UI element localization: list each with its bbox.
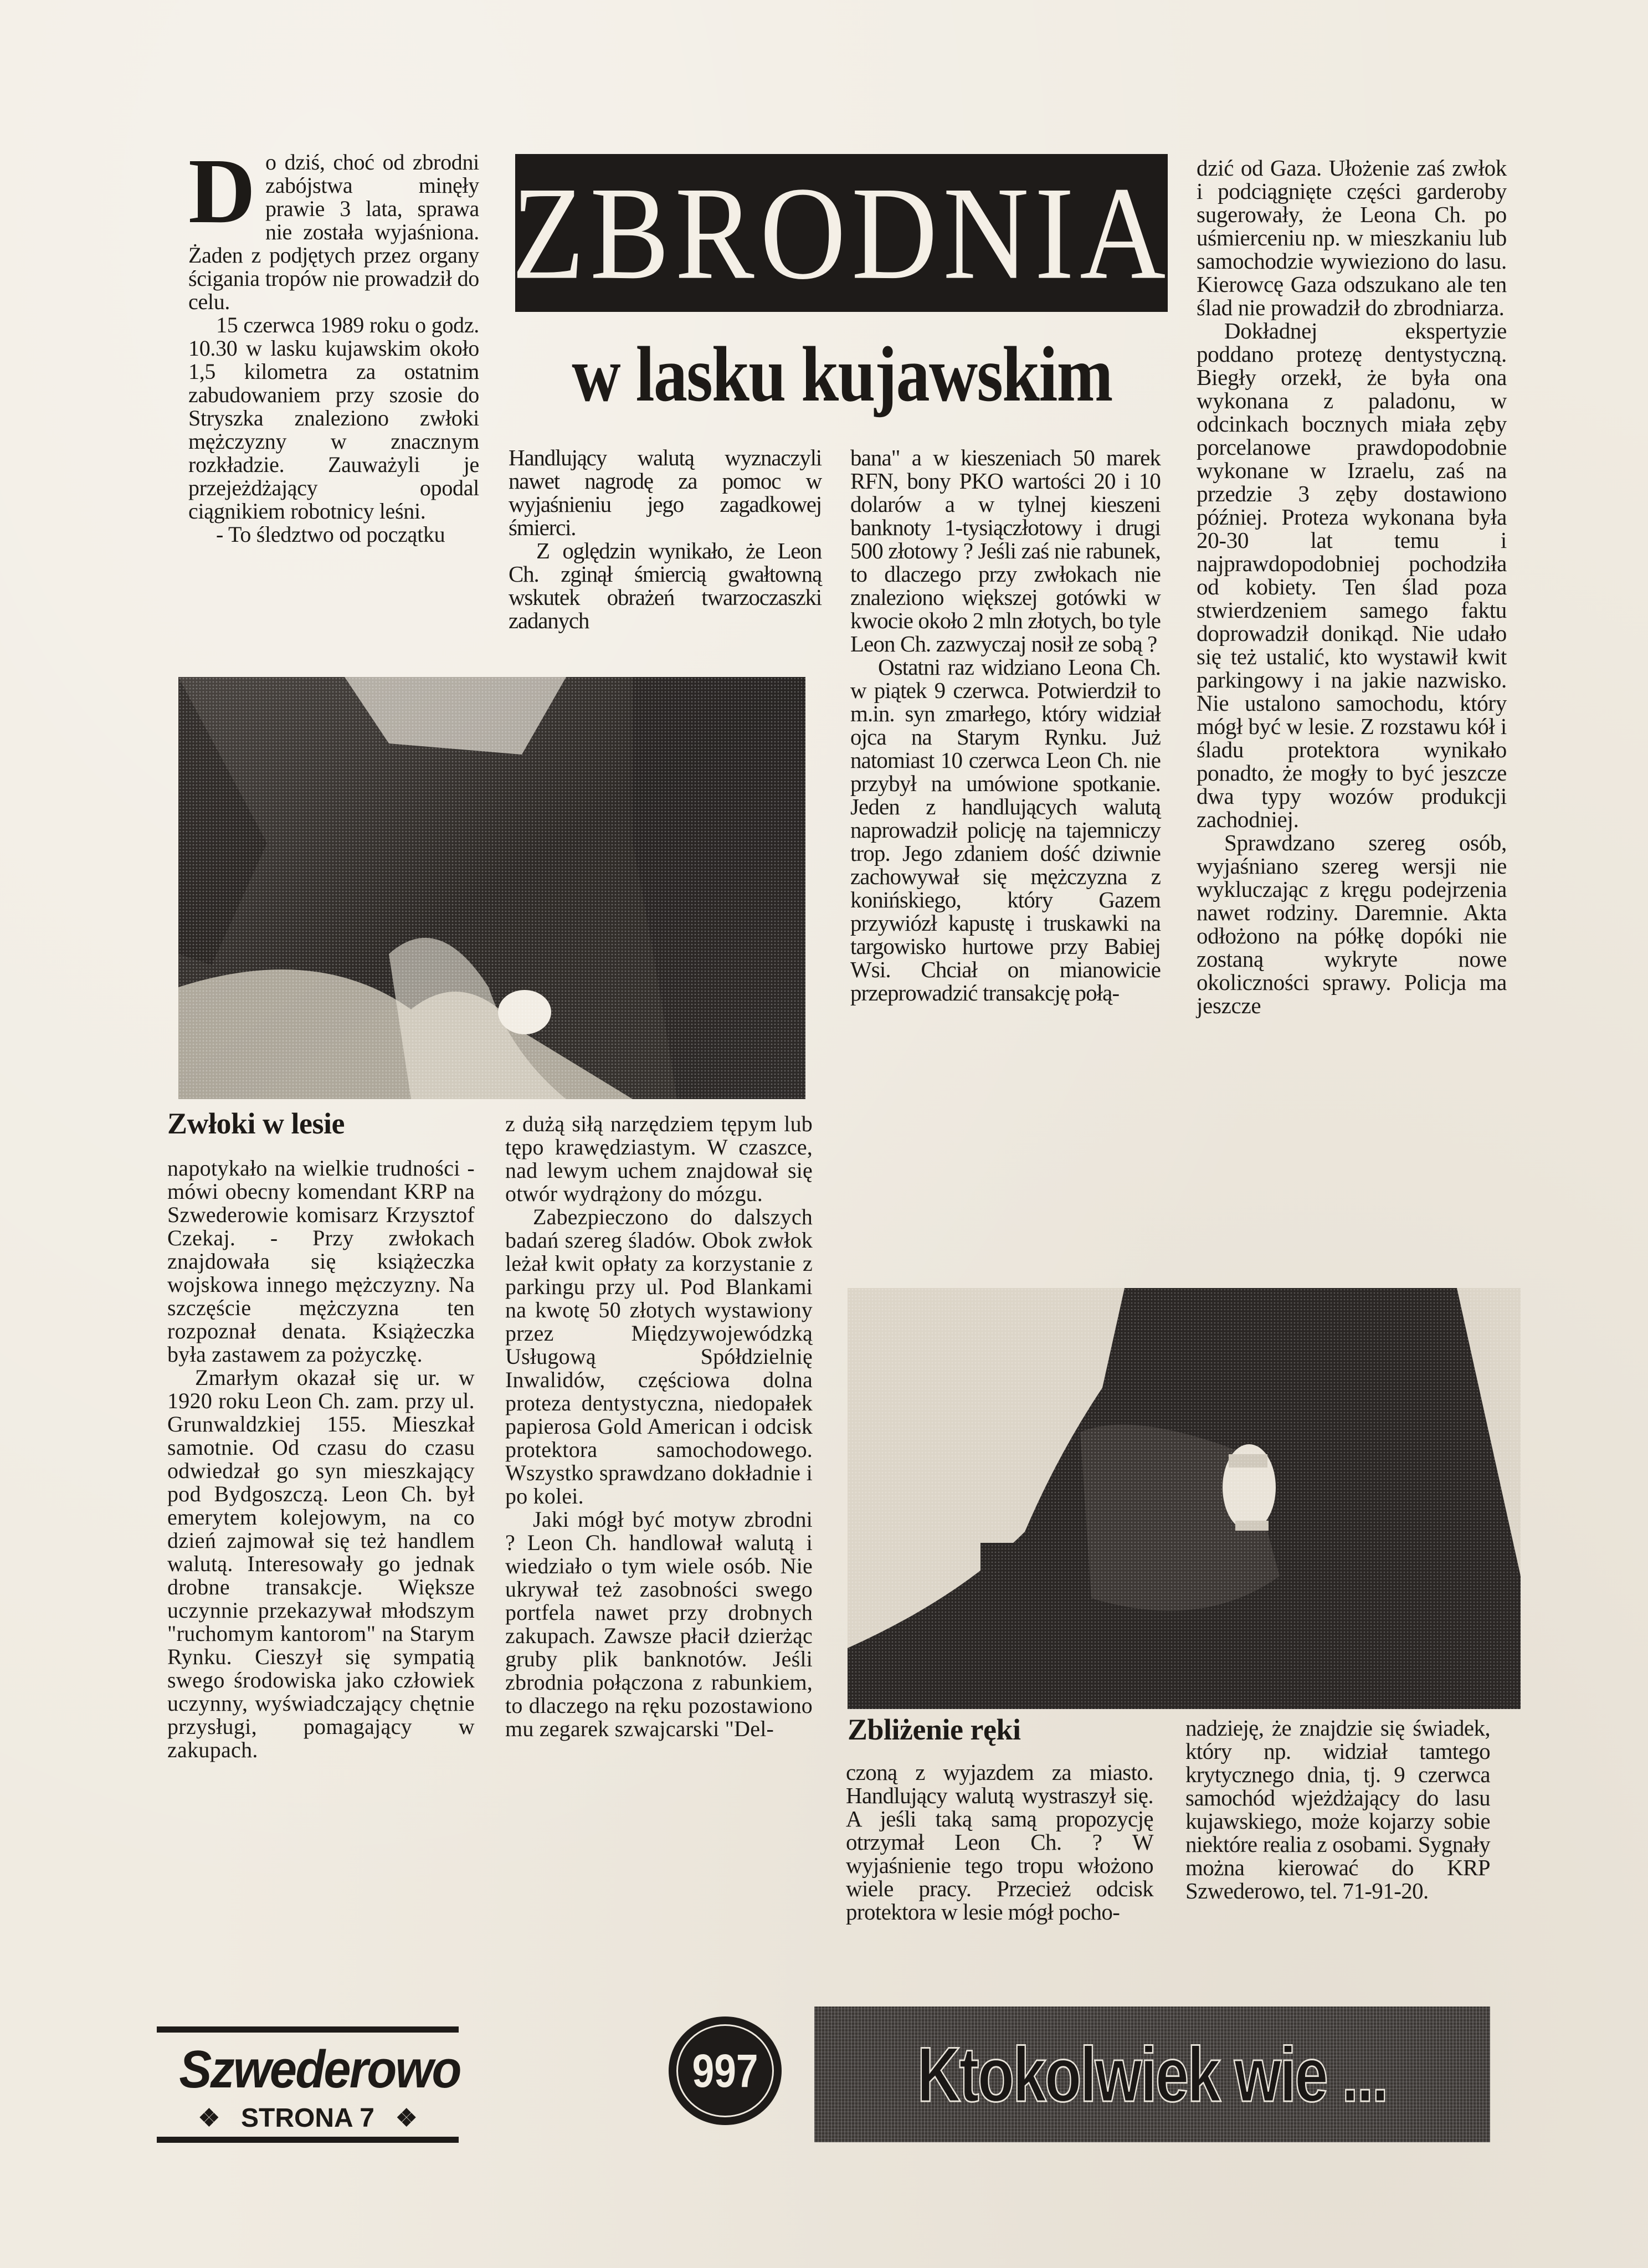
forest-photo (178, 677, 805, 1099)
masthead-top-rule (157, 2026, 459, 2033)
ktokolwiek-wie-banner (814, 2007, 1490, 2142)
paragraph: napotykało na wielkie trudności - mówi obecny komendant KRP na Szwederowie komisarz Krzysztof Czekaj. - Przy zwłokach znajdowała się książeczka wojskowa innego mężczyzny. Na szczęście mężczyzna ten rozpoznał denata. Książeczka była zastawem za pożyczkę. (167, 1156, 475, 1367)
article-column-3-bottom (846, 1761, 1153, 1923)
paragraph: dzić od Gaza. Ułożenie zaś zwłok i podciągnięte części garderoby sugerowały, że Leona Ch. po uśmierceniu np. w mieszkaniu lub samochodzie wywieziono do lasu. Kierowcę Gaza odszukano ale ten ślad nie prowadził do zbrodniarza. (1197, 155, 1507, 320)
headline-box (511, 154, 1172, 312)
article-column-2-top (509, 446, 822, 632)
forest-photo-icon (178, 677, 805, 1099)
diamond-ornament-icon: ❖ (395, 2105, 418, 2132)
paragraph: - To śledztwo od początku (216, 522, 445, 547)
badge-number: 997 (692, 2044, 758, 2097)
paragraph: Z oględzin wynikało, że Leon Ch. zginął śmiercią gwałtowną wskutek obrażeń twarzoczaszki zadanych (509, 538, 822, 633)
szwederowo-logo: Szwederowo (179, 2040, 460, 2099)
headline-subtitle: w lasku kujawskim (572, 330, 1112, 418)
hand-watch-photo (848, 1288, 1521, 1709)
headline-main: ZBRODNIA (511, 158, 1172, 307)
article-column-1-bottom (167, 1157, 475, 1762)
paragraph: Zabezpieczono do dalszych badań szereg śladów. Obok zwłok leżał kwit opłaty za korzystanie z parkingu przy ul. Pod Blankami na kwotę 50 złotych wystawiony przez Międzywojewódzką Usługową Spółdzielnię Inwalidów, częściowa dolna proteza dentystyczna, niedopałek papierosa Gold American i odcisk protektora samochodowego. Wszystko sprawdzano dokładnie i po kolei. (505, 1204, 813, 1508)
page-number-label: STRONA 7 (241, 2103, 374, 2133)
paragraph: z dużą siłą narzędziem tępym lub tępo krawędziastym. W czaszce, nad lewym uchem znajdował się otwór wydrążony do mózgu. (505, 1111, 813, 1206)
article-column-4-top (1197, 156, 1507, 1017)
paragraph: Handlujący walutą wyznaczyli nawet nagrodę za pomoc w wyjaśnieniu jego zagadkowej śmierci. (509, 445, 822, 540)
paragraph: Zmarłym okazał się ur. w 1920 roku Leon Ch. zam. przy ul. Grunwaldzkiej 155. Mieszkał samotnie. Od czasu do czasu odwiedzał go syn mieszkający pod Bydgoszczą. Leon Ch. był emerytem kolejowym, na co dzień zajmował się też handlem walutą. Interesowały go jednak drobne transakcje. Większe uczynnie przekazywał młodszym "ruchomym kantorom" na Starym Rynku. Cieszył się sympatią swego środowiska jako człowiek uczynny, wyświadczający chętnie przysługi, pomagający w zakupach. (167, 1365, 475, 1762)
diamond-ornament-icon: ❖ (198, 2105, 220, 2132)
section-masthead (157, 2026, 459, 2143)
paragraph: 15 czerwca 1989 roku o godz. 10.30 w lasku kujawskim około 1,5 kilometra za ostatnim zabudowaniem przy szosie do Stryszka znaleziono zwłoki mężczyzny w znacznym rozkładzie. Zauważyli je przejeżdżający opodal ciągnikiem robotnicy leśni. (188, 312, 479, 524)
paragraph: Dokładnej ekspertyzie poddano protezę dentystyczną. Biegły orzekł, że była ona wykonana z paladonu, w odcinkach bocznych miała zęby porcelanowe prawdopodobnie wykonane w Izraelu, zaś na przedzie 3 zęby dostawiono później. Proteza wykonana była 20-30 lat temu i najprawdopodobniej pochodziła od kobiety. Ten ślad poza stwierdzeniem samego faktu doprowadził donikąd. Nie udało się też ustalić, kto wystawił kwit parkingowy i na jakie nazwisko. Nie ustalono samochodu, który mógł być w lesie. Z rozstawu kół i śladu protektora wynikało ponadto, że mogły to być jeszcze dwa typy wozów produkcji zachodniej. (1197, 318, 1507, 832)
paragraph: o dziś, choć od zbrodni zabójstwa minęły prawie 3 lata, sprawa nie została wyjaśniona. Żaden z podjętych przez organy ścigania tropów nie prowadził do celu. (188, 150, 479, 314)
paragraph: Jaki mógł być motyw zbrodni ? Leon Ch. handlował walutą i wiedziało o tym wiele osób. Nie ukrywał też zasobności swego portfela nawet przy drobnych zakupach. Zawsze płacił dzierżąc gruby plik banknotów. Jeśli zbrodnia połączona z rabunkiem, to dlaczego na ręku pozostawiono mu zegarek szwajcarski "Del- (505, 1507, 813, 1741)
article-column-2-bottom (505, 1112, 813, 1741)
paragraph: nadzieję, że znajdzie się świadek, który np. widział tamtego krytycznego dnia, tj. 9 czerwca samochód wjeżdżający do lasu kujawskiego, może kojarzy sobie niektóre realia z osobami. Sygnały można kierować do KRP Szwederowo, tel. 71-91-20. (1185, 1715, 1490, 1903)
paragraph: bana" a w kieszeniach 50 marek RFN, bony PKO wartości 20 i 10 dolarów a w tylnej kieszeni banknoty 1-tysiączłotowy i drugi 500 złotowy ? Jeśli zaś nie rabunek, to dlaczego przy zwłokach nie znaleziono większej gotówki w kwocie około 2 mln złotych, bo tyle Leon Ch. zazwyczaj nosił ze sobą ? (850, 445, 1161, 656)
article-column-1-top (188, 140, 479, 547)
article-column-4-bottom (1185, 1716, 1490, 1902)
paragraph: Sprawdzano szereg osób, wyjaśniano szereg wersji nie wykluczając z kręgu podejrzenia nawet rodziny. Daremnie. Akta odłożono na półkę dopóki nie zostaną wykryte nowe okoliczności sprawy. Policja ma jeszcze (1197, 830, 1507, 1018)
photo-caption-heading: Zwłoki w lesie (167, 1107, 345, 1140)
banner-text: Ktokolwiek wie ... (917, 2030, 1387, 2118)
drop-cap: D (188, 140, 256, 243)
article-column-3-top (850, 446, 1161, 1004)
page-number-line (157, 2103, 459, 2133)
paragraph: czoną z wyjazdem za miasto. Handlujący walutą wystraszył się. A jeśli taką samą propozycję otrzymał Leon Ch. ? W wyjaśnienie tego tropu włożono wiele pracy. Przecież odcisk protektora w lesie mógł pocho- (846, 1759, 1153, 1925)
paragraph: Ostatni raz widziano Leona Ch. w piątek 9 czerwca. Potwierdził to m.in. syn zmarłego, który widział ojca na Starym Rynku. Już natomiast 10 czerwca Leon Ch. nie przybył na umówione spotkanie. Jeden z handlujących walutą naprowadził policję na tajemniczy trop. Jego zdaniem dość dziwnie zachowywał się mężczyzna z konińskiego, który Gazem przywiózł kapustę i truskawki na targowisko hurtowe przy Babiej Wsi. Chciał on mianowicie przeprowadzić transakcję połą- (850, 654, 1161, 1005)
police-number-badge (669, 2016, 782, 2125)
hand-watch-photo-icon (848, 1288, 1521, 1709)
masthead-bottom-rule (157, 2137, 459, 2143)
photo-caption-heading: Zbliżenie ręki (848, 1713, 1021, 1746)
